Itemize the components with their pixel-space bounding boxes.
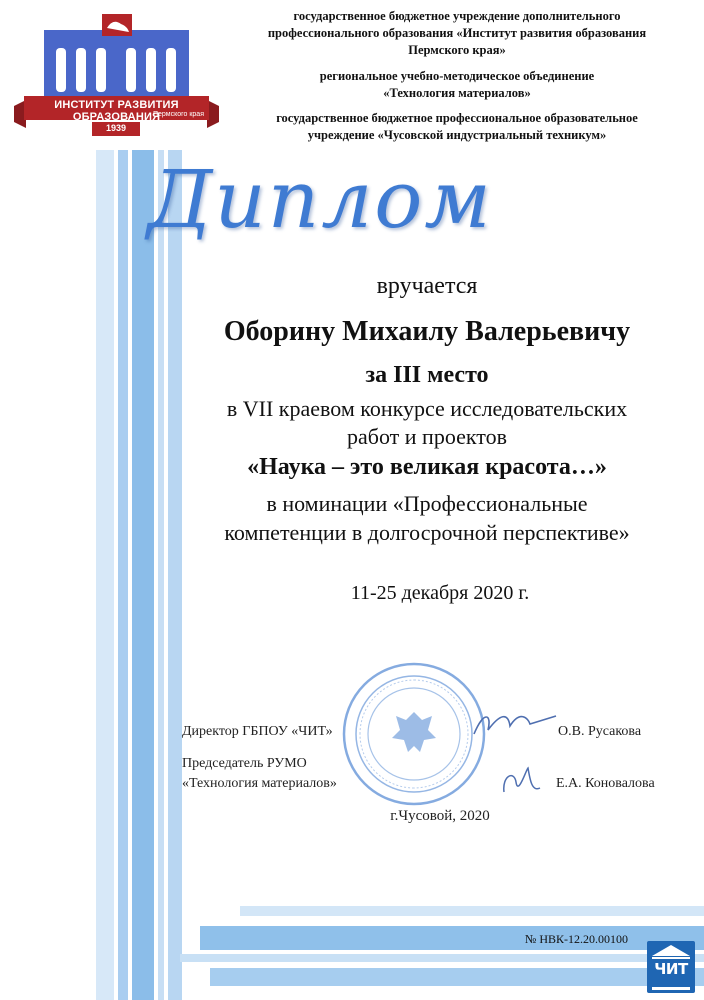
place-year: г.Чусовой, 2020	[390, 808, 490, 824]
chair-label-2: «Технология материалов»	[182, 776, 337, 791]
contest-line-2: работ и проектов	[347, 424, 507, 449]
contest-name: «Наука – это великая красота…»	[247, 454, 607, 480]
decor-stripe-2	[118, 150, 128, 1000]
organizer-1-line-1: государственное бюджетное учреждение дополнительного	[293, 9, 621, 23]
organizer-3	[212, 110, 702, 144]
chair-signature	[498, 762, 544, 802]
technikum-logo	[646, 940, 696, 994]
organizer-3-line-1: государственное бюджетное профессиональное образовательное	[276, 111, 638, 125]
organizer-2	[212, 68, 702, 102]
decor-hstripe-2	[200, 926, 704, 950]
organizer-1	[212, 8, 702, 59]
contest-line-1: в VII краевом конкурсе исследовательских	[226, 396, 628, 421]
organizer-2-line-2: «Технология материалов»	[383, 86, 531, 100]
decor-hstripe-1	[240, 906, 704, 916]
institute-logo	[14, 10, 219, 140]
decor-hstripe-4	[210, 968, 704, 986]
logo-year: 1939	[105, 123, 127, 133]
official-stamp	[340, 660, 488, 808]
technikum-logo-text: ЧИТ	[654, 960, 688, 978]
director-signature	[470, 704, 560, 744]
place-text: за III место	[365, 362, 489, 388]
chair-name: Е.А. Коновалова	[556, 776, 655, 791]
nomination-line-1: в номинации «Профессиональные	[266, 491, 588, 516]
diploma-title: Диплом	[147, 153, 493, 246]
nomination-line-2: компетенции в долгосрочной перспективе»	[224, 520, 630, 545]
logo-banner-text: ИНСТИТУТ РАЗВИТИЯ ОБРАЗОВАНИЯ	[54, 99, 179, 123]
director-name: О.В. Русакова	[558, 724, 642, 739]
logo-sub-text: Пермского края	[152, 111, 204, 118]
contest-dates: 11-25 декабря 2020 г.	[350, 582, 530, 604]
decor-stripe-1	[96, 150, 114, 1000]
director-label: Директор ГБПОУ «ЧИТ»	[182, 724, 333, 739]
organizer-1-line-3: Пермского края»	[408, 43, 506, 57]
registration-number: № НВК-12.20.00100	[524, 932, 628, 946]
decor-hstripe-3	[180, 954, 704, 962]
organizer-3-line-2: учреждение «Чусовской индустриальный техникум»	[307, 128, 607, 142]
chair-label-1: Председатель РУМО	[182, 756, 307, 771]
organizer-2-line-1: региональное учебно-методическое объединение	[319, 69, 595, 83]
organizer-1-line-2: профессионального образования «Институт развития образования	[267, 26, 647, 40]
recipient-name: Оборину Михаилу Валерьевичу	[223, 316, 631, 347]
awarded-text: вручается	[376, 273, 478, 299]
